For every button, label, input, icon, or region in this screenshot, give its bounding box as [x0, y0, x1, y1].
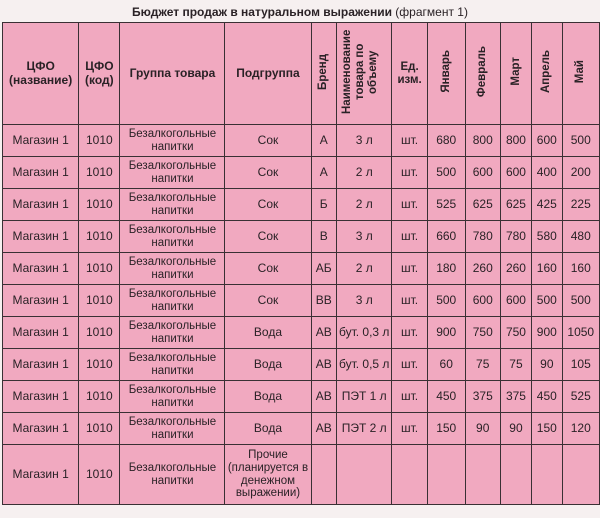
- cell-january: 60: [427, 349, 465, 381]
- cell-cfo-code: 1010: [79, 317, 120, 349]
- cell-brand: АВ: [311, 317, 336, 349]
- cell-february: 375: [465, 381, 500, 413]
- cell-cfo-code: 1010: [79, 157, 120, 189]
- cell-may: 500: [562, 285, 599, 317]
- cell-cfo-code: 1010: [79, 125, 120, 157]
- cell-april: 580: [532, 221, 562, 253]
- brand-label: Бренд: [317, 53, 330, 90]
- cell-brand: В: [311, 221, 336, 253]
- cell-march: 90: [500, 413, 531, 445]
- cell-march: 600: [500, 285, 531, 317]
- cell-brand: АВ: [311, 413, 336, 445]
- cell-april: 400: [532, 157, 562, 189]
- title-main: Бюджет продаж в натуральном выражении: [132, 5, 392, 19]
- cell-product-group: Безалкогольные напитки: [120, 125, 225, 157]
- cell-brand: АВ: [311, 381, 336, 413]
- col-header-cfo-name: ЦФО (название): [3, 23, 79, 125]
- table-row: [3, 125, 600, 157]
- cell-cfo-name: Магазин 1: [3, 381, 79, 413]
- cell-product-group: Безалкогольные напитки: [120, 253, 225, 285]
- cell-january: 900: [427, 317, 465, 349]
- cell-march: 800: [500, 125, 531, 157]
- cell-product-volume: 3 л: [336, 285, 391, 317]
- cell-may: 500: [562, 125, 599, 157]
- cell-product-group: Безалкогольные напитки: [120, 413, 225, 445]
- cell-subgroup: Вода: [225, 349, 311, 381]
- cell-unit: шт.: [392, 253, 427, 285]
- cell-subgroup: Вода: [225, 317, 311, 349]
- cell-february: 90: [465, 413, 500, 445]
- cell-brand: [311, 445, 336, 505]
- cell-january: 450: [427, 381, 465, 413]
- cell-product-group: Безалкогольные напитки: [120, 189, 225, 221]
- cell-may: [562, 445, 599, 505]
- cell-january: 500: [427, 157, 465, 189]
- cell-product-group: Безалкогольные напитки: [120, 285, 225, 317]
- cell-product-group: Безалкогольные напитки: [120, 349, 225, 381]
- cell-march: 625: [500, 189, 531, 221]
- cell-january: 660: [427, 221, 465, 253]
- table-row: [3, 221, 600, 253]
- cell-subgroup: Вода: [225, 413, 311, 445]
- cell-cfo-code: 1010: [79, 413, 120, 445]
- cell-may: 525: [562, 381, 599, 413]
- cell-april: 90: [532, 349, 562, 381]
- cell-january: 150: [427, 413, 465, 445]
- cell-april: 425: [532, 189, 562, 221]
- cell-brand: ВВ: [311, 285, 336, 317]
- cell-subgroup: Сок: [225, 157, 311, 189]
- cell-april: 500: [532, 285, 562, 317]
- cell-february: 600: [465, 157, 500, 189]
- table-row: [3, 189, 600, 221]
- cell-march: 260: [500, 253, 531, 285]
- cell-february: 800: [465, 125, 500, 157]
- product-volume-label: Наименование товара по объему: [341, 29, 379, 114]
- cell-subgroup: Сок: [225, 221, 311, 253]
- cell-cfo-name: Магазин 1: [3, 253, 79, 285]
- cell-february: 75: [465, 349, 500, 381]
- cell-april: 600: [532, 125, 562, 157]
- cell-unit: шт.: [392, 381, 427, 413]
- sales-budget-table: [2, 22, 600, 505]
- header-row: [3, 23, 600, 125]
- cell-subgroup: Сок: [225, 285, 311, 317]
- cell-subgroup: Сок: [225, 189, 311, 221]
- cell-february: [465, 445, 500, 505]
- col-header-brand: [311, 23, 336, 125]
- cell-march: [500, 445, 531, 505]
- cell-product-volume: [336, 445, 391, 505]
- cell-product-volume: бут. 0,5 л: [336, 349, 391, 381]
- table-row: [3, 285, 600, 317]
- col-header-product-volume: [336, 23, 391, 125]
- cell-cfo-code: 1010: [79, 349, 120, 381]
- cell-may: 200: [562, 157, 599, 189]
- cell-cfo-name: Магазин 1: [3, 445, 79, 505]
- cell-unit: шт.: [392, 157, 427, 189]
- cell-subgroup: Прочие (планируется в денежном выражении): [225, 445, 311, 505]
- cell-april: 450: [532, 381, 562, 413]
- cell-february: 625: [465, 189, 500, 221]
- april-label: Апрель: [540, 50, 553, 94]
- cell-april: 160: [532, 253, 562, 285]
- cell-may: 120: [562, 413, 599, 445]
- cell-cfo-code: 1010: [79, 285, 120, 317]
- cell-unit: шт.: [392, 221, 427, 253]
- cell-april: 900: [532, 317, 562, 349]
- col-header-product-group: Группа товара: [120, 23, 225, 125]
- cell-february: 780: [465, 221, 500, 253]
- cell-may: 225: [562, 189, 599, 221]
- cell-unit: шт.: [392, 285, 427, 317]
- cell-subgroup: Сок: [225, 253, 311, 285]
- table-row: [3, 445, 600, 505]
- cell-cfo-name: Магазин 1: [3, 317, 79, 349]
- col-header-april: [532, 23, 562, 125]
- cell-january: 680: [427, 125, 465, 157]
- cell-unit: [392, 445, 427, 505]
- col-header-january: [427, 23, 465, 125]
- cell-product-volume: 2 л: [336, 189, 391, 221]
- cell-product-volume: 2 л: [336, 157, 391, 189]
- cell-unit: шт.: [392, 125, 427, 157]
- cell-march: 750: [500, 317, 531, 349]
- cell-unit: шт.: [392, 413, 427, 445]
- cell-product-volume: бут. 0,3 л: [336, 317, 391, 349]
- cell-unit: шт.: [392, 189, 427, 221]
- cell-march: 600: [500, 157, 531, 189]
- cell-april: 150: [532, 413, 562, 445]
- table-title: [0, 5, 600, 19]
- cell-brand: А: [311, 125, 336, 157]
- cell-february: 260: [465, 253, 500, 285]
- cell-may: 1050: [562, 317, 599, 349]
- title-sub: (фрагмент 1): [395, 5, 468, 19]
- cell-product-group: Безалкогольные напитки: [120, 221, 225, 253]
- cell-unit: шт.: [392, 317, 427, 349]
- cell-product-group: Безалкогольные напитки: [120, 445, 225, 505]
- cell-march: 375: [500, 381, 531, 413]
- february-label: Февраль: [476, 46, 489, 98]
- may-label: Май: [574, 60, 587, 84]
- cell-brand: Б: [311, 189, 336, 221]
- table-row: [3, 317, 600, 349]
- cell-may: 105: [562, 349, 599, 381]
- january-label: Январь: [439, 50, 452, 94]
- col-header-may: [562, 23, 599, 125]
- cell-subgroup: Вода: [225, 381, 311, 413]
- col-header-cfo-code: ЦФО (код): [79, 23, 120, 125]
- cell-may: 160: [562, 253, 599, 285]
- cell-unit: шт.: [392, 349, 427, 381]
- cell-february: 600: [465, 285, 500, 317]
- cell-cfo-name: Магазин 1: [3, 349, 79, 381]
- cell-may: 480: [562, 221, 599, 253]
- cell-january: 500: [427, 285, 465, 317]
- cell-product-volume: ПЭТ 1 л: [336, 381, 391, 413]
- col-header-subgroup: Подгруппа: [225, 23, 311, 125]
- cell-product-volume: ПЭТ 2 л: [336, 413, 391, 445]
- cell-january: 525: [427, 189, 465, 221]
- cell-cfo-code: 1010: [79, 221, 120, 253]
- cell-cfo-name: Магазин 1: [3, 125, 79, 157]
- table-row: [3, 157, 600, 189]
- cell-february: 750: [465, 317, 500, 349]
- table-row: [3, 413, 600, 445]
- cell-brand: АВ: [311, 349, 336, 381]
- cell-brand: АБ: [311, 253, 336, 285]
- cell-cfo-name: Магазин 1: [3, 413, 79, 445]
- cell-april: [532, 445, 562, 505]
- cell-product-volume: 2 л: [336, 253, 391, 285]
- march-label: Март: [509, 57, 522, 87]
- cell-cfo-name: Магазин 1: [3, 189, 79, 221]
- cell-product-group: Безалкогольные напитки: [120, 317, 225, 349]
- cell-product-volume: 3 л: [336, 125, 391, 157]
- col-header-march: [500, 23, 531, 125]
- cell-subgroup: Сок: [225, 125, 311, 157]
- col-header-february: [465, 23, 500, 125]
- cell-march: 75: [500, 349, 531, 381]
- cell-cfo-name: Магазин 1: [3, 285, 79, 317]
- table-row: [3, 349, 600, 381]
- cell-january: [427, 445, 465, 505]
- cell-product-volume: 3 л: [336, 221, 391, 253]
- cell-march: 780: [500, 221, 531, 253]
- cell-product-group: Безалкогольные напитки: [120, 381, 225, 413]
- cell-cfo-code: 1010: [79, 381, 120, 413]
- table-body: [3, 125, 600, 505]
- cell-brand: А: [311, 157, 336, 189]
- cell-cfo-name: Магазин 1: [3, 221, 79, 253]
- cell-cfo-code: 1010: [79, 189, 120, 221]
- cell-cfo-code: 1010: [79, 445, 120, 505]
- table-row: [3, 381, 600, 413]
- table-row: [3, 253, 600, 285]
- cell-cfo-name: Магазин 1: [3, 157, 79, 189]
- cell-product-group: Безалкогольные напитки: [120, 157, 225, 189]
- cell-cfo-code: 1010: [79, 253, 120, 285]
- cell-january: 180: [427, 253, 465, 285]
- col-header-unit: Ед. изм.: [392, 23, 427, 125]
